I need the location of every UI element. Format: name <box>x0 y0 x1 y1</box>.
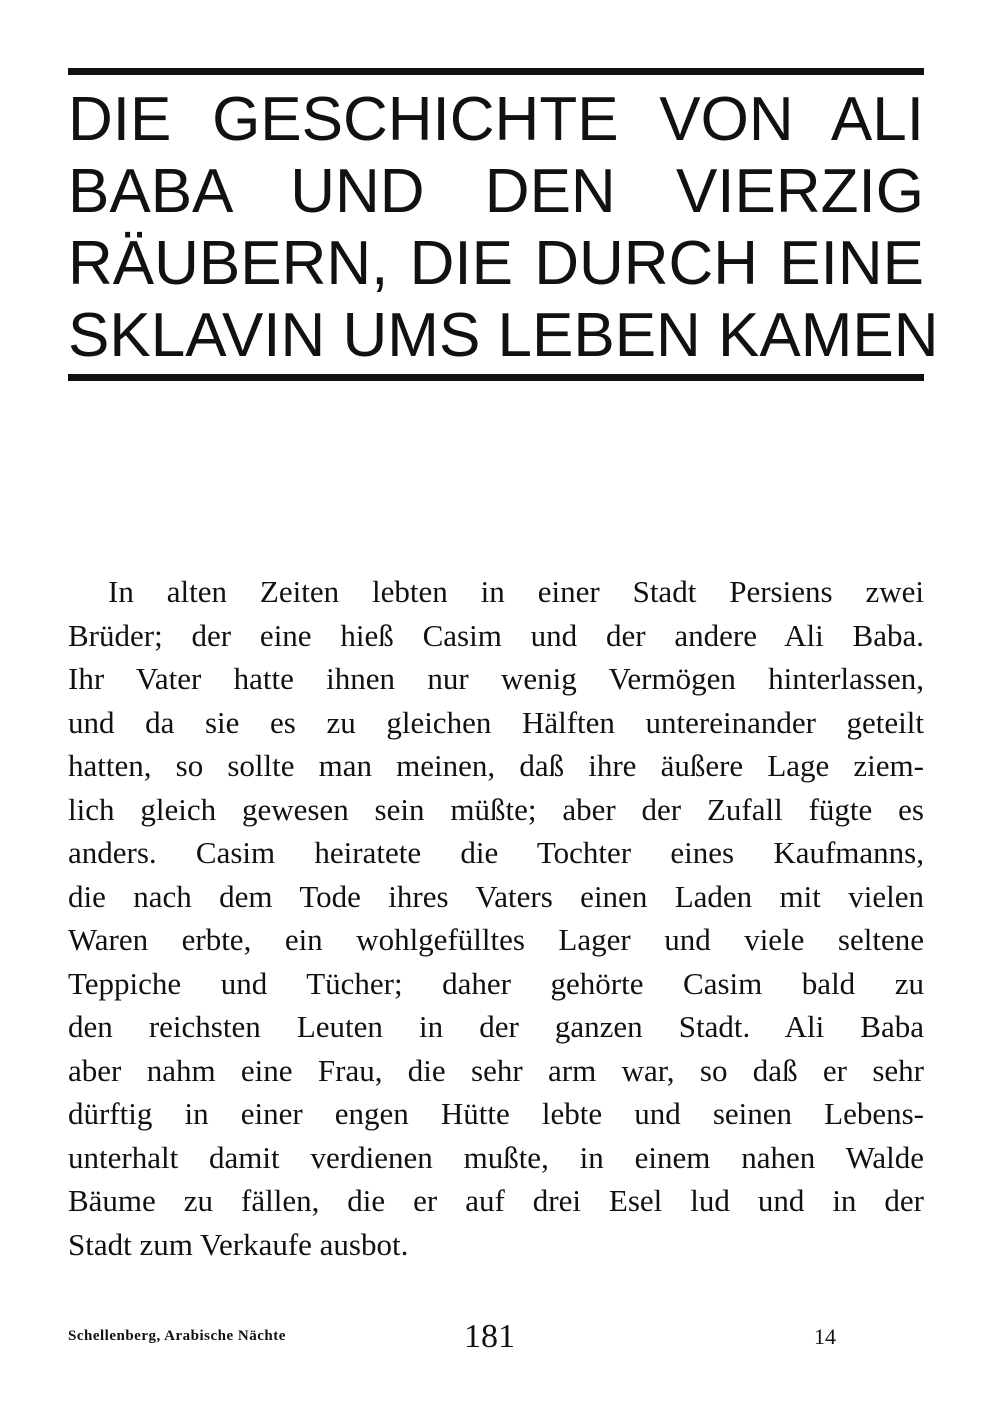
title-line: RÄUBERN, DIE DURCH EINE <box>68 229 924 298</box>
text-line: die nach dem Tode ihres Vaters einen Laden mit vielen <box>68 878 924 914</box>
page-footer <box>68 1318 924 1358</box>
text-line: Teppiche und Tücher; daher gehörte Casim bald zu <box>68 965 924 1001</box>
chapter-title <box>68 84 939 372</box>
title-rule-bottom <box>68 374 924 381</box>
text-line: anders. Casim heiratete die Tochter eines Kaufmanns, <box>68 835 924 870</box>
body-paragraph <box>68 570 924 1266</box>
title-line: DIE GESCHICHTE VON ALI <box>68 85 924 154</box>
text-line: hatten, so sollte man meinen, daß ihre äußere Lage ziem- <box>68 748 924 783</box>
title-line: SKLAVIN UMS LEBEN KAMEN <box>68 301 939 370</box>
text-line: Ihr Vater hatte ihnen nur wenig Vermögen hinterlassen, <box>68 661 924 696</box>
text-line: Brüder; der eine hieß Casim und der andere Ali Baba. <box>68 617 924 653</box>
title-line: BABA UND DEN VIERZIG <box>68 157 924 226</box>
page-number: 181 <box>464 1318 515 1355</box>
text-line: lich gleich gewesen sein müßte; aber der Zufall fügte es <box>68 791 924 827</box>
text-line: Waren erbte, ein wohlgefülltes Lager und viele seltene <box>68 922 924 957</box>
title-rule-top <box>68 68 924 75</box>
text-line: und da sie es zu gleichen Hälften untereinander geteilt <box>68 704 924 740</box>
text-line: In alten Zeiten lebten in einer Stadt Persiens zwei <box>108 574 924 609</box>
printer-signature: Schellenberg, Arabische Nächte <box>68 1328 286 1344</box>
text-line: Stadt zum Verkaufe ausbot. <box>68 1226 409 1262</box>
text-line: dürftig in einer engen Hütte lebte und seinen Lebens- <box>68 1096 924 1131</box>
sheet-number: 14 <box>814 1324 836 1349</box>
text-line: den reichsten Leuten in der ganzen Stadt. Ali Baba <box>68 1009 924 1044</box>
text-line: unterhalt damit verdienen mußte, in einem nahen Walde <box>68 1139 924 1175</box>
text-line: Bäume zu fällen, die er auf drei Esel lud und in der <box>68 1183 924 1218</box>
text-line: aber nahm eine Frau, die sehr arm war, so daß er sehr <box>68 1052 924 1088</box>
